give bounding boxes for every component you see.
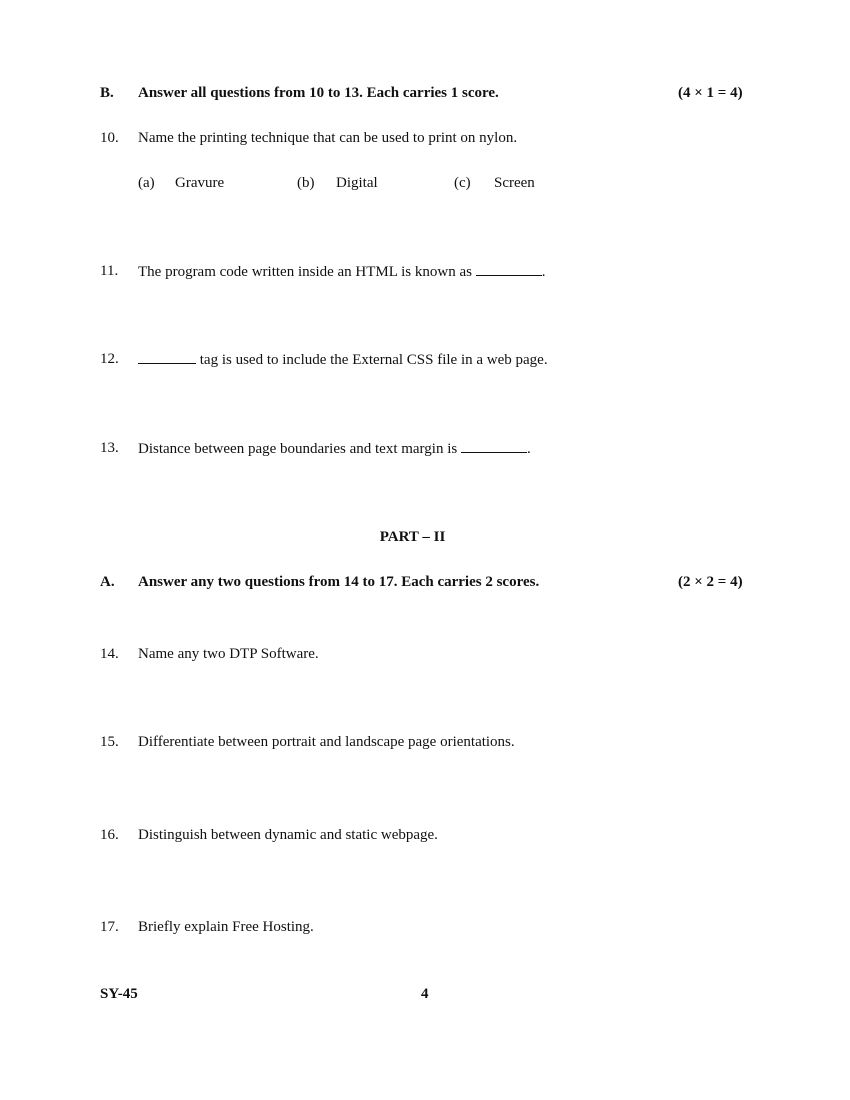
question-text [138, 440, 531, 458]
answer-blank [138, 351, 196, 364]
question-number: 15. [100, 734, 119, 750]
question-text: Name the printing technique that can be used to print on nylon. [138, 130, 518, 146]
option-text: Gravure [175, 175, 225, 191]
question-text-after: . [541, 264, 546, 280]
question-text [138, 351, 548, 369]
section-a-marks: (2 × 2 = 4) [678, 574, 743, 590]
option-label: (a) [138, 175, 155, 191]
part-title: PART – II [379, 529, 446, 545]
question-number: 10. [100, 130, 119, 146]
question-text-after: . [526, 441, 531, 457]
section-a-instruction: Answer any two questions from 14 to 17. Each carries 2 scores. [138, 574, 540, 590]
question-number: 11. [100, 263, 119, 279]
option-text: Digital [336, 175, 378, 191]
question-number: 17. [100, 919, 119, 935]
question-text-after: tag is used to include the External CSS file in a web page. [196, 352, 548, 368]
question-number: 16. [100, 827, 119, 843]
question-number: 14. [100, 646, 119, 662]
question-number: 12. [100, 351, 119, 367]
option-label: (c) [454, 175, 471, 191]
footer-code: SY-45 [100, 986, 138, 1002]
section-b-marks: (4 × 1 = 4) [678, 85, 743, 101]
question-text: Briefly explain Free Hosting. [138, 919, 314, 935]
section-a-letter: A. [100, 574, 115, 590]
question-text: Distinguish between dynamic and static webpage. [138, 827, 438, 843]
question-text-before: The program code written inside an HTML is known as [138, 264, 476, 280]
question-number: 13. [100, 440, 119, 456]
answer-blank [461, 440, 527, 453]
question-text: Name any two DTP Software. [138, 646, 319, 662]
option-label: (b) [297, 175, 315, 191]
section-b-letter: B. [100, 85, 114, 101]
page-number: 4 [421, 986, 429, 1002]
question-text: Differentiate between portrait and landscape page orientations. [138, 734, 515, 750]
question-text-before: Distance between page boundaries and text margin is [138, 441, 461, 457]
question-text [138, 263, 545, 281]
answer-blank [476, 263, 542, 276]
section-b-instruction: Answer all questions from 10 to 13. Each carries 1 score. [138, 85, 499, 101]
option-text: Screen [494, 175, 535, 191]
